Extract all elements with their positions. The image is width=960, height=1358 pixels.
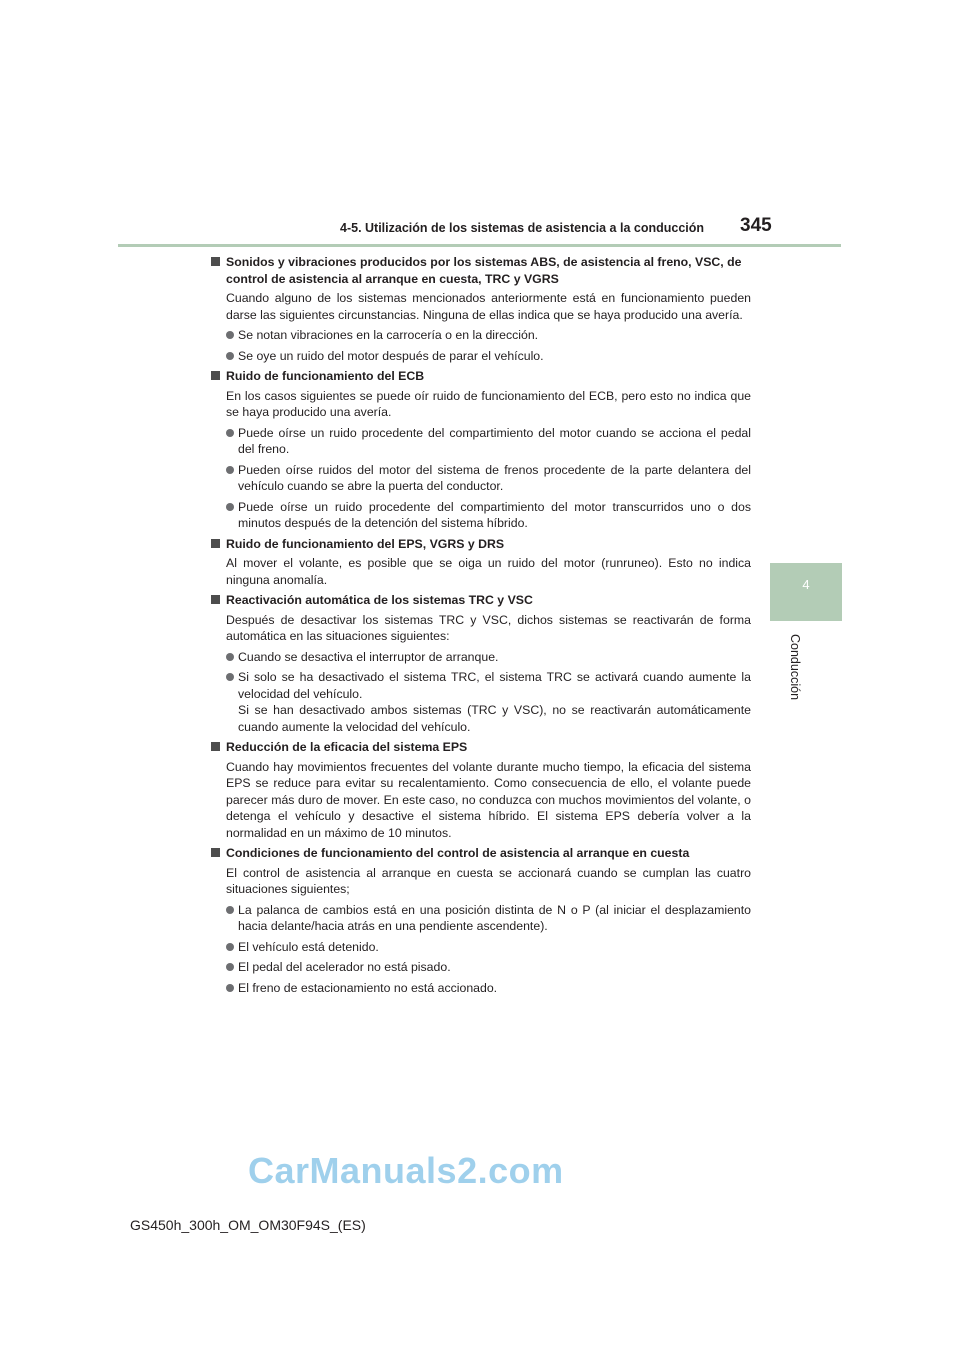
section-eps-efficiency [211, 739, 751, 841]
list-item: Se notan vibraciones en la carrocería o en la dirección. [211, 327, 751, 344]
circle-bullet-icon [226, 653, 234, 661]
circle-bullet-icon [226, 673, 234, 681]
circle-bullet-icon [226, 466, 234, 474]
section-ecb-noise [211, 368, 751, 532]
square-bullet-icon [211, 539, 220, 548]
list-item: Puede oírse un ruido procedente del compartimiento del motor transcurridos uno o dos minutos después de la detención del sistema híbrido. [211, 499, 751, 532]
section-heading: Condiciones de funcionamiento del control de asistencia al arranque en cuesta [211, 845, 751, 862]
circle-bullet-icon [226, 906, 234, 914]
section-paragraph: El control de asistencia al arranque en cuesta se accionará cuando se cumplan las cuatro situaciones siguientes; [226, 865, 751, 896]
square-bullet-icon [211, 742, 220, 751]
section-paragraph: Después de desactivar los sistemas TRC y VSC, dichos sistemas se reactivarán de forma automática en las situaciones siguientes: [226, 612, 751, 643]
list-item: El pedal del acelerador no está pisado. [211, 959, 751, 976]
circle-bullet-icon [226, 429, 234, 437]
list-item: El vehículo está detenido. [211, 939, 751, 956]
square-bullet-icon [211, 848, 220, 857]
section-title: 4-5. Utilización de los sistemas de asistencia a la conducción [340, 221, 705, 235]
section-heading: Sonidos y vibraciones producidos por los sistemas ABS, de asistencia al freno, VSC, de control de asistencia al arranque en cuesta, TRC y VGRS [211, 254, 751, 287]
section-paragraph: Cuando alguno de los sistemas mencionados anteriormente está en funcionamiento pueden darse las siguientes circunstancias. Ninguna de ellas indica que se haya producido una avería. [226, 291, 751, 322]
section-abs-sounds [211, 254, 751, 364]
section-heading: Reactivación automática de los sistemas TRC y VSC [211, 592, 751, 609]
list-item: El freno de estacionamiento no está accionado. [211, 980, 751, 997]
section-heading: Ruido de funcionamiento del EPS, VGRS y DRS [211, 536, 751, 553]
circle-bullet-icon [226, 963, 234, 971]
chapter-tab[interactable] [770, 563, 842, 621]
list-item: Se oye un ruido del motor después de parar el vehículo. [211, 348, 751, 365]
circle-bullet-icon [226, 984, 234, 992]
list-item: Si solo se ha desactivado el sistema TRC, el sistema TRC se activará cuando aumente la velocidad del vehículo. Si se han desactivado ambos sistemas (TRC y VSC), no se reactivarán automáticamente cuando aumente la velocidad del vehículo. [211, 669, 751, 735]
square-bullet-icon [211, 371, 220, 380]
manual-code: GS450h_300h_OM_OM30F94S_(ES) [130, 1217, 366, 1233]
list-item: Puede oírse un ruido procedente del compartimiento del motor cuando se acciona el pedal del freno. [211, 425, 751, 458]
section-heading: Ruido de funcionamiento del ECB [211, 368, 751, 385]
circle-bullet-icon [226, 503, 234, 511]
list-item: La palanca de cambios está en una posición distinta de N o P (al iniciar el desplazamiento hacia delante/hacia atrás en una pendiente ascendente). [211, 902, 751, 935]
section-hill-start-conditions [211, 845, 751, 996]
square-bullet-icon [211, 257, 220, 266]
watermark-logo[interactable]: CarManuals2.com [248, 1150, 564, 1191]
list-item: Pueden oírse ruidos del motor del sistema de frenos procedente de la parte delantera del vehículo cuando se abre la puerta del conductor. [211, 462, 751, 495]
section-trc-vsc-reactivation [211, 592, 751, 735]
section-paragraph: Al mover el volante, es posible que se oiga un ruido del motor (runruneo). Esto no indica ninguna anomalía. [226, 556, 751, 587]
section-paragraph: Cuando hay movimientos frecuentes del volante durante mucho tiempo, la eficacia del sistema EPS se reduce para evitar su recalentamiento. Como consecuencia de ello, el volante puede parecer más duro de mover. En este caso, no conduzca con muchos movimientos del volante, o detenga el vehículo y desactive el sistema híbrido. El sistema EPS debería volver a la normalidad en un máximo de 10 minutos. [226, 759, 751, 840]
list-item-continuation: Si se han desactivado ambos sistemas (TRC y VSC), no se reactivarán automáticamente cuando aumente la velocidad del vehículo. [238, 703, 751, 734]
chapter-number: 4 [802, 577, 810, 592]
header-divider [118, 244, 841, 247]
square-bullet-icon [211, 595, 220, 604]
page-number: 345 [740, 215, 772, 236]
section-heading: Reducción de la eficacia del sistema EPS [211, 739, 751, 756]
section-paragraph: En los casos siguientes se puede oír ruido de funcionamiento del ECB, pero esto no indica que se haya producido una avería. [226, 388, 751, 419]
list-item: Cuando se desactiva el interruptor de arranque. [211, 649, 751, 666]
section-eps-noise [211, 536, 751, 589]
circle-bullet-icon [226, 352, 234, 360]
page-content [211, 254, 751, 1000]
chapter-label: Conducción [788, 634, 802, 701]
circle-bullet-icon [226, 331, 234, 339]
circle-bullet-icon [226, 943, 234, 951]
